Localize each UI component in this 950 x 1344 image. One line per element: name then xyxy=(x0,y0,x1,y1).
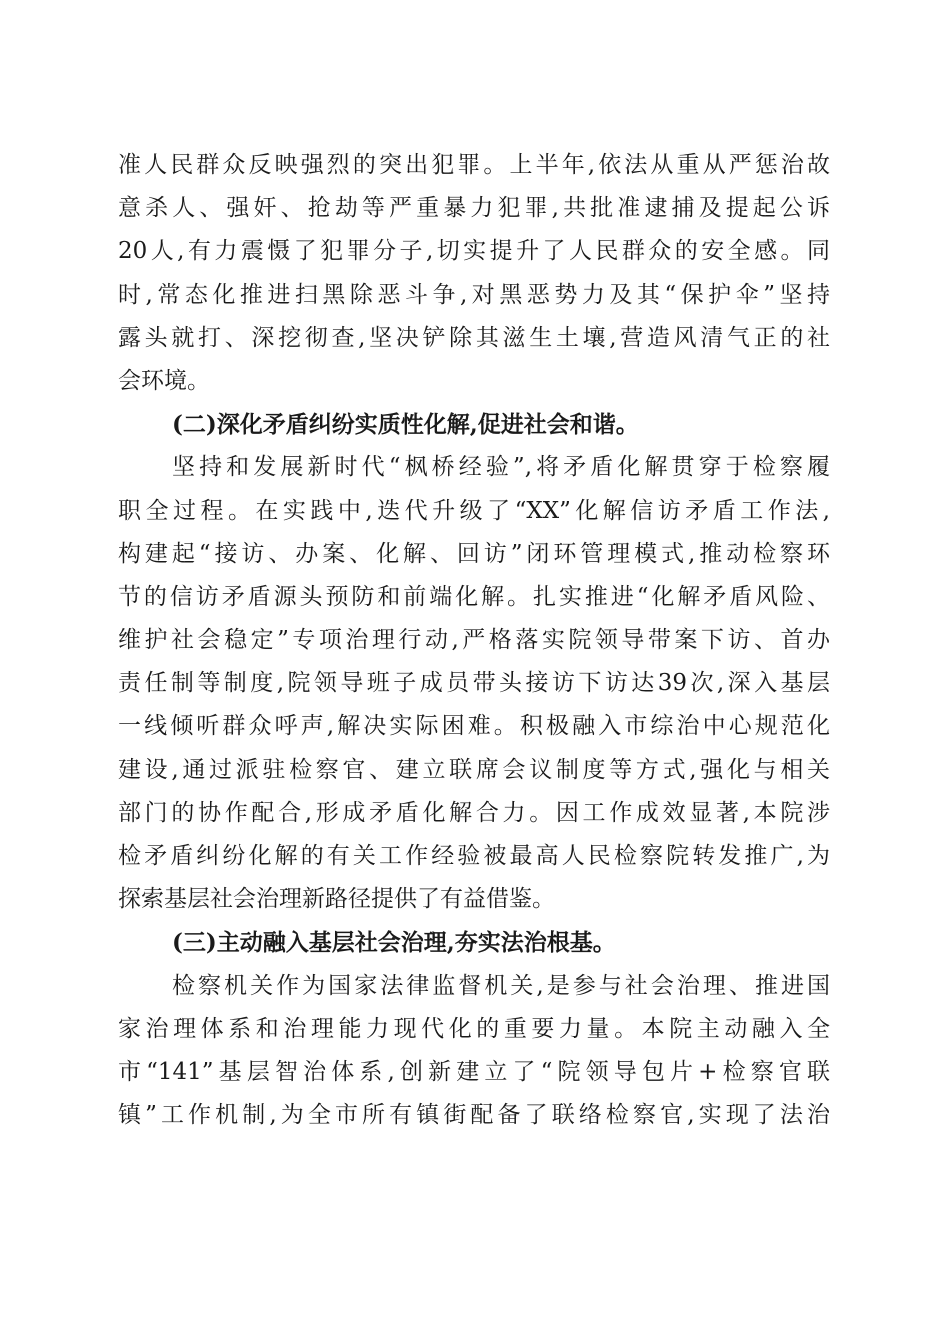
paragraph-line: 会环境。 xyxy=(118,367,210,394)
document-body xyxy=(118,144,830,1137)
paragraph-line: 部门的协作配合,形成矛盾化解合力。因工作成效显著,本院涉 xyxy=(118,799,830,826)
paragraph-line: 市“141”基层智治体系,创新建立了“院领导包片+检察官联 xyxy=(118,1058,830,1085)
paragraph-line: 责任制等制度,院领导班子成员带头接访下访达39次,深入基层 xyxy=(118,670,830,697)
paragraph-line: 20人,有力震慑了犯罪分子,切实提升了人民群众的安全感。同 xyxy=(118,238,830,265)
paragraph-line: 家治理体系和治理能力现代化的重要力量。本院主动融入全 xyxy=(118,1015,830,1042)
section-heading: (二)深化矛盾纠纷实质性化解,促进社会和谐。 xyxy=(172,411,639,439)
section-heading: (三)主动融入基层社会治理,夯实法治根基。 xyxy=(172,929,616,957)
paragraph-line: 构建起“接访、办案、化解、回访”闭环管理模式,推动检察环 xyxy=(118,540,830,567)
paragraph-line: 一线倾听群众呼声,解决实际困难。积极融入市综治中心规范化 xyxy=(118,713,830,740)
paragraph-line: 意杀人、强奸、抢劫等严重暴力犯罪,共批准逮捕及提起公诉 xyxy=(118,195,830,222)
paragraph-line: 检察机关作为国家法律监督机关,是参与社会治理、推进国 xyxy=(172,972,830,999)
paragraph-line: 露头就打、深挖彻查,坚决铲除其滋生土壤,营造风清气正的社 xyxy=(118,324,830,351)
paragraph-line: 准人民群众反映强烈的突出犯罪。上半年,依法从重从严惩治故 xyxy=(118,152,830,178)
paragraph-line: 时,常态化推进扫黑除恶斗争,对黑恶势力及其“保护伞”坚持 xyxy=(118,281,830,308)
paragraph-line: 节的信访矛盾源头预防和前端化解。扎实推进“化解矛盾风险、 xyxy=(118,583,830,610)
paragraph-line: 坚持和发展新时代“枫桥经验”,将矛盾化解贯穿于检察履 xyxy=(172,454,830,481)
paragraph-line: 镇”工作机制,为全市所有镇街配备了联络检察官,实现了法治 xyxy=(118,1102,830,1129)
paragraph-line: 维护社会稳定”专项治理行动,严格落实院领导带案下访、首办 xyxy=(118,627,830,654)
paragraph-line: 探索基层社会治理新路径提供了有益借鉴。 xyxy=(118,886,555,913)
paragraph-line: 建设,通过派驻检察官、建立联席会议制度等方式,强化与相关 xyxy=(118,756,830,783)
paragraph-line: 检矛盾纠纷化解的有关工作经验被最高人民检察院转发推广,为 xyxy=(118,843,830,869)
paragraph-line: 职全过程。在实践中,迭代升级了“XX”化解信访矛盾工作法, xyxy=(118,497,830,524)
